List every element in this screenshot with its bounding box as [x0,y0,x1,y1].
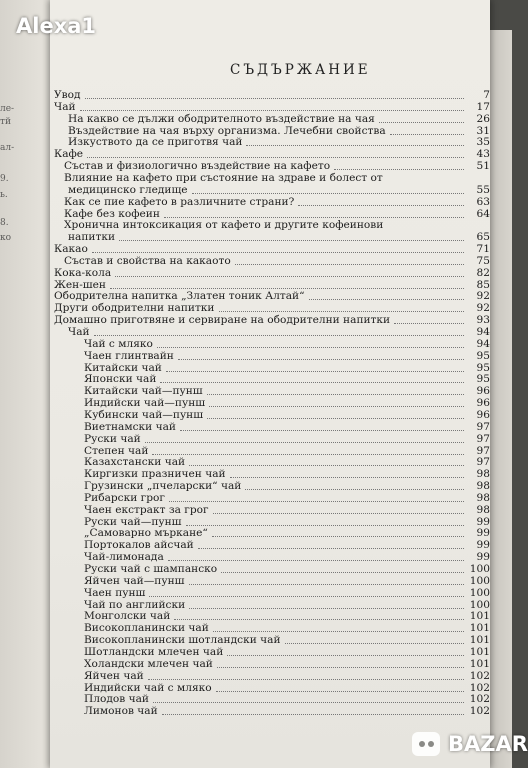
toc-leader-dots [235,263,464,265]
toc-leader-dots [110,287,464,289]
toc-leader-dots [162,713,464,715]
toc-entry-title: Индийски чай с мляко [84,681,212,694]
toc-entry-title: Руски чай—пунш [84,515,182,528]
toc-entry-title: Домашно приготвяне и сервиране на ободрителни напитки [54,314,391,327]
toc-entry-title: Портокалов айсчай [84,539,194,552]
toc-entry-page: 101 [469,657,490,670]
toc-entry-title: Как се пие кафето в различните страни? [64,195,295,208]
toc-leader-dots [145,441,464,443]
toc-entry-title: Какао [54,243,88,256]
toc-leader-dots [92,251,464,253]
toc-leader-dots [168,559,464,561]
toc-leader-dots [153,701,464,703]
toc-entry-title: Руски чай [84,432,141,445]
toc-leader-dots [192,192,464,194]
toc-entry-title: Кока-кола [54,266,112,279]
toc-entry-title: Други ободрителни напитки [54,302,215,315]
toc-entry-title: Чай по английски [84,598,186,611]
toc-leader-dots [186,524,464,526]
toc-entry-title: Китайски чай [84,361,162,374]
toc-entry-title: Яйчен чай [84,669,144,682]
toc-leader-dots [189,607,464,609]
toc-entry-page: 99 [476,515,490,528]
toc-entry-page: 98 [476,491,490,504]
toc-entry-page: 51 [476,160,490,173]
toc-entry-title: Чай [68,326,90,338]
toc-entry-page: 100 [469,598,490,611]
toc-leader-dots [164,216,464,218]
left-page-fragment: ал- [0,143,15,153]
toc-entry-title: Чай с мляко [84,337,153,350]
page-title: СЪДЪРЖАНИЕ [230,62,371,78]
toc-entry-title: Въздействие на чая върху организма. Лечебни свойства [68,124,386,137]
toc-entry-title: Грузински „пчеларски“ чай [84,480,242,493]
toc-entry-page: 71 [476,243,490,256]
toc-entry-page: 64 [476,207,490,220]
toc-leader-dots [217,666,464,668]
toc-entry-title: Китайски чай—пунш [84,385,203,398]
toc-leader-dots [212,535,464,537]
toc-entry-title: Яйчен чай—пунш [84,574,185,587]
toc-entry-page: 43 [476,148,490,161]
toc-leader-dots [298,204,464,206]
toc-entry-page: 102 [469,681,490,694]
left-page-fragment: ь. [0,190,8,200]
toc-entry-title: Индийски чай—пунш [84,397,206,410]
toc-entry-title: Жен-шен [54,278,106,291]
toc-leader-dots [87,156,464,158]
toc-leader-dots [207,393,464,395]
toc-entry-page: 101 [469,622,490,635]
toc-entry-title: Японски чай [84,373,157,386]
toc-entry-title: Кафе без кофеин [64,207,160,220]
toc-leader-dots [198,547,464,549]
toc-entry-page: 96 [476,385,490,398]
seller-watermark: Alexa1 [16,14,97,38]
toc-entry-title: Влияние на кафето при състояние на здраве и болест от [64,171,383,184]
toc-leader-dots [394,322,464,324]
toc-leader-dots [80,109,464,111]
left-page-fragment: 8. [0,218,9,228]
toc-leader-dots [209,405,464,407]
toc-entry-title: На какво се дължи ободрителното въздействие на чая [68,112,375,125]
toc-leader-dots [85,97,464,99]
toc-entry-page: 97 [476,420,490,433]
toc-leader-dots [245,488,464,490]
toc-entry-page: 96 [476,408,490,421]
left-page-fragment: ле- [0,104,15,114]
toc-entry-page: 100 [469,586,490,599]
toc-entry-title: Чай [54,100,76,113]
toc-entry-page: 75 [476,254,490,267]
toc-entry-page: 92 [476,302,490,315]
toc-entry-page: 101 [469,634,490,647]
toc-entry-page: 92 [476,290,490,303]
toc-entry-page: 99 [476,527,490,540]
toc-entry-page: 100 [469,563,490,575]
toc-entry-title: Чаен пунш [84,586,146,599]
toc-entry-page: 98 [476,468,490,481]
toc-leader-dots [115,275,464,277]
toc-leader-dots [390,133,464,135]
toc-entry-title: напитки [68,231,116,244]
toc-entry-page: 85 [476,278,490,291]
toc-entry-page: 97 [476,456,490,469]
toc-leader-dots [178,358,464,360]
toc-entry-page: 26 [476,112,490,125]
toc-leader-dots [213,512,464,514]
bazar-logo-icon [408,728,446,760]
toc-leader-dots [230,476,464,478]
toc-leader-dots [160,381,464,383]
toc-leader-dots [221,571,464,573]
toc-entry-title: Степен чай [84,444,149,457]
toc-entry-title: Холандски млечен чай [84,657,213,670]
toc-entry-page: 99 [476,539,490,552]
toc-entry-title: Рибарски грог [84,491,165,504]
toc-entry-title: Високопланински шотландски чай [84,634,281,647]
toc-entry-page: 55 [476,183,490,196]
toc-entry-page: 98 [476,503,490,516]
toc-entry-page: 97 [476,444,490,457]
left-page-fragment: ко [0,233,12,243]
toc-entry-page: 31 [476,124,490,137]
toc-leader-dots [334,168,464,170]
toc-entry-page: 100 [469,574,490,587]
toc-entry-page: 82 [476,266,490,279]
toc-entry-page: 101 [469,645,490,658]
book-page [50,0,490,768]
toc-entry-page: 94 [476,326,490,338]
toc-entry [50,704,490,718]
toc-entry-page: 98 [476,480,490,493]
toc-entry-page: 96 [476,397,490,410]
toc-leader-dots [166,370,464,372]
toc-entry-page: 102 [469,669,490,682]
toc-entry-title: „Самоварно мъркане“ [84,527,208,540]
toc-leader-dots [227,654,464,656]
toc-leader-dots [119,239,464,241]
toc-entry-page: 93 [476,314,490,327]
toc-entry-title: Кафе [54,148,84,161]
toc-leader-dots [189,583,464,585]
toc-entry-title: Състав и свойства на какаото [64,254,231,267]
toc-leader-dots [169,500,464,502]
toc-leader-dots [309,298,464,300]
toc-entry-title: Увод [54,89,81,101]
toc-entry-page: 102 [469,693,490,706]
toc-leader-dots [216,690,464,692]
toc-leader-dots [157,346,464,348]
toc-leader-dots [189,464,464,466]
toc-entry-page: 101 [469,610,490,623]
toc-entry-title: медицинско гледище [68,183,188,196]
toc-entry-title: Състав и физиологично въздействие на кафето [64,160,331,173]
toc-entry-title: Чаен глинтвайн [84,349,174,362]
toc-entry-title: Руски чай с шампанско [84,563,218,575]
toc-leader-dots [148,678,464,680]
toc-leader-dots [152,453,464,455]
toc-entry-page: 99 [476,551,490,564]
toc-leader-dots [379,121,464,123]
toc-entry-title: Казахстански чай [84,456,186,469]
toc-entry-title: Хронична интоксикация от кафето и другите кофеинови [64,219,384,232]
toc-entry-title: Шотландски млечен чай [84,645,224,658]
toc-leader-dots [174,618,464,620]
toc-leader-dots [219,310,464,312]
toc-leader-dots [207,417,464,419]
toc-entry-page: 95 [476,373,490,386]
toc-entry-page: 95 [476,349,490,362]
toc-entry-title: Киргизки празничен чай [84,468,226,481]
toc-entry-page: 97 [476,432,490,445]
toc-entry-page: 35 [476,136,490,149]
toc-entry-title: Високопланински чай [84,622,209,635]
toc-entry-page: 65 [476,231,490,244]
toc-leader-dots [213,630,464,632]
toc-entry-title: Ободрителна напитка „Златен тоник Алтай“ [54,290,305,303]
toc-entry-page: 63 [476,195,490,208]
toc-entry-title: Плодов чай [84,693,149,706]
toc-entry-page: 94 [476,337,490,350]
toc-entry-title: Лимонов чай [84,705,158,718]
toc-entry-title: Виетнамски чай [84,420,176,433]
toc-entry-title: Чай-лимонада [84,551,164,564]
left-page-fragment: тй [0,117,11,127]
toc-entry-title: Чаен екстракт за грог [84,503,209,516]
bazar-logo [408,728,528,762]
toc-entry-title: Изкуството да се приготвя чай [68,136,243,149]
toc-entry-page: 17 [476,100,490,113]
toc-leader-dots [246,144,464,146]
toc-leader-dots [180,429,464,431]
toc-entry-page: 7 [483,89,490,101]
toc-entry-page: 102 [469,705,490,718]
toc-entry-page: 95 [476,361,490,374]
toc-entry-title: Монголски чай [84,610,171,623]
toc-leader-dots [149,595,464,597]
left-page-fragment: 9. [0,174,9,184]
toc-leader-dots [285,642,464,644]
toc-entry-title: Кубински чай—пунш [84,408,204,421]
bazar-logo-text: BAZAR [448,732,528,756]
toc-leader-dots [94,334,464,336]
